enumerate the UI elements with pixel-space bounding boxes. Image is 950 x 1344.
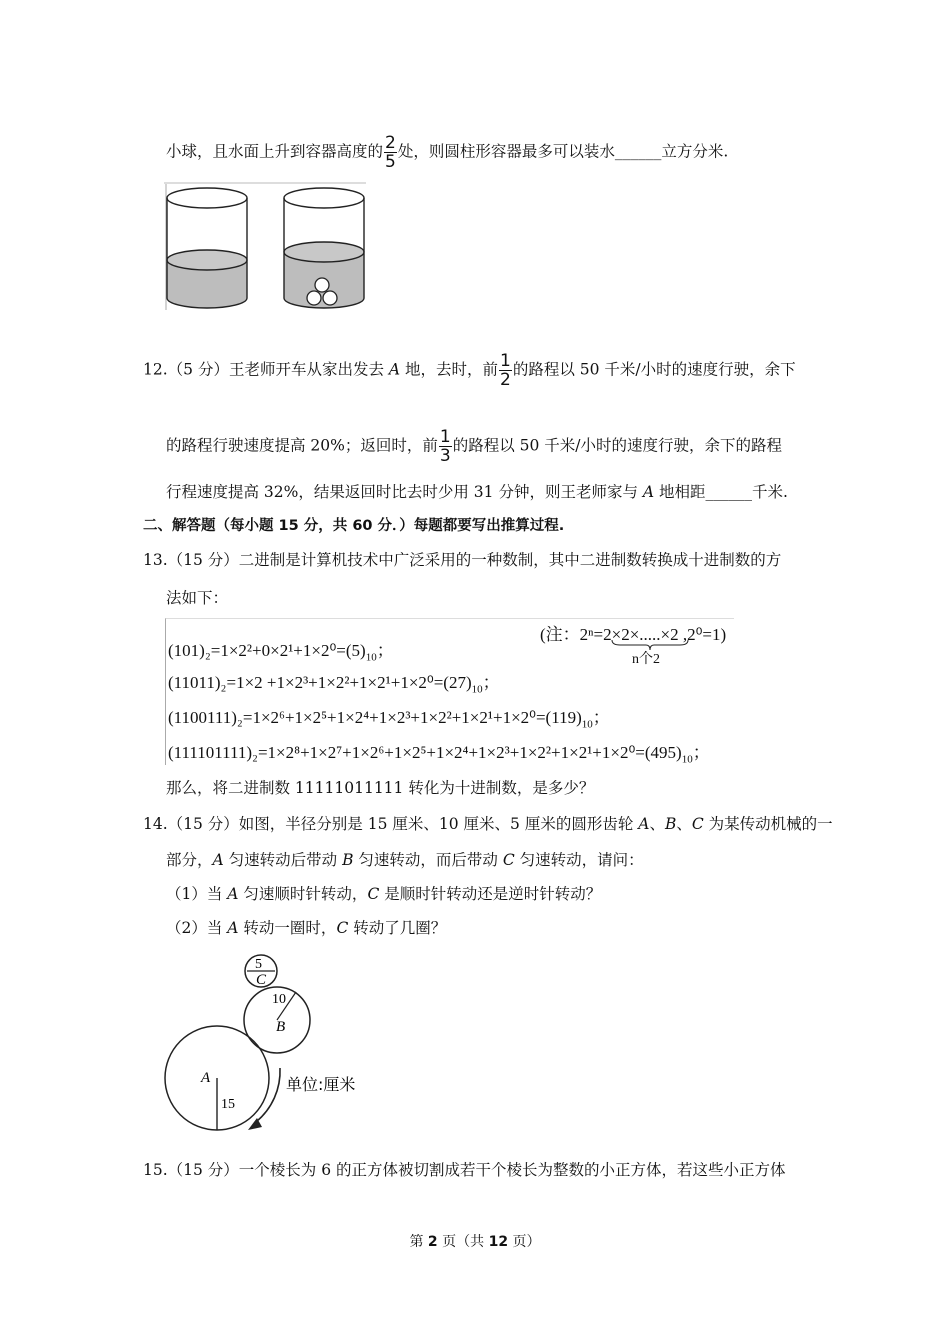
gear-c-label: C (256, 972, 267, 988)
note-brace-label: n个2 (632, 652, 660, 667)
gear-a (165, 1026, 269, 1130)
binary-eq-4: $(111101111)_2=1\times 2^8+1\times 2^7+1\times 2^6+1\times 2^5+1\times 2^4+1\times 2^3+1\times 2^2+1\times 2^1+1\times 2^0=(495)_{10}$； (168, 743, 710, 766)
q15-line-1: 15.（15 分）一个棱长为 6 的正方体被切割成若干个棱长为整数的小正方体，若这些小正方体 (143, 1161, 786, 1179)
rotation-arrowhead (248, 1118, 262, 1130)
q12-line-2: 的路程行驶速度提高 20%；返回时，前 $\frac{1}{3}$ 的路程以 50 千米/小时的速度行驶，余下的路程 (166, 427, 783, 466)
q14-line-1: 14.（15 分）如图，半径分别是 15 厘米、10 厘米、5 厘米的圆形齿轮 A、B、C 为某传动机械的一 (143, 815, 833, 833)
page-footer: 第 2 页（共 12 页） (409, 1234, 541, 1250)
q13-line-1: 13.（15 分）二进制是计算机技术中广泛采用的一种数制，其中二进制数转换成十进制数的方 (143, 551, 782, 569)
q12-line-3: 行程速度提高 32%，结果返回时比去时少用 31 分钟，则王老师家与 A 地相距______千米. (166, 483, 788, 501)
binary-eq-3: $(1100111)_2=1\times 2^6+1\times 2^5+1\times 2^4+1\times 2^3+1\times 2^2+1\times 2^1+1\times 2^0=(119)_{10}$； (168, 708, 610, 731)
ball-left (307, 291, 321, 305)
cylinder-left (167, 188, 247, 308)
gear-b (244, 987, 310, 1053)
q14-sub-1: （1）当 A 匀速顺时针转动，C 是顺时针转动还是逆时针转动？ (166, 885, 602, 903)
gear-c (245, 955, 277, 988)
cylinder-right (284, 188, 364, 308)
fraction-one-third: $\frac{1}{3}$ (439, 427, 451, 466)
radius-b-label: 10 (272, 992, 286, 1007)
binary-note: (注：2ⁿ=2×2×.....×2 ,2⁰=1) (540, 625, 727, 644)
q14-sub-2: （2）当 A 转动一圈时，C 转动了几圈？ (166, 919, 447, 937)
ball-right (323, 291, 337, 305)
section-heading: 二、解答题（每小题 15 分，共 60 分．）每题都要写出推算过程. (143, 518, 565, 534)
fraction-one-half: $\frac{1}{2}$ (500, 351, 511, 390)
q11-tail-line: 小球，且水面上升到容器高度的 $\frac{2}{5}$ 处，则圆柱形容器最多可以装水______立方分米. (166, 133, 729, 172)
rotation-arrow (256, 1068, 280, 1122)
ball-top (315, 278, 329, 292)
unit-label: 单位:厘米 (286, 1075, 356, 1094)
radius-a-label: 15 (221, 1097, 235, 1112)
cylinder-figure (160, 180, 370, 315)
q14-line-2: 部分，A 匀速转动后带动 B 匀速转动，而后带动 C 匀速转动，请问： (166, 851, 644, 869)
gear-b-label: B (276, 1019, 286, 1035)
q13-question: 那么，将二进制数 11111011111 转化为十进制数，是多少？ (166, 779, 595, 797)
q13-line-2: 法如下： (166, 589, 229, 607)
gear-figure (160, 950, 400, 1140)
binary-eq-1: $(101)_2=1\times 2^2+0\times 2^1+1\times 2^0=(5)_{10}$； (168, 641, 394, 664)
fraction-two-fifths: $\frac{2}{5}$ (385, 133, 396, 172)
q12-line-1: 12.（5 分）王老师开车从家出发去 A 地，去时，前 $\frac{1}{2}$ 的路程以 50 千米/小时的速度行驶，余下 (143, 351, 796, 390)
gear-a-label: A (201, 1070, 211, 1086)
radius-c-label: 5 (255, 957, 262, 972)
binary-eq-2: $(11011)_2=1\times 2 +1\times 2^3+1\times 2^2+1\times 2^1+1\times 2^0=(27)_{10}$； (168, 673, 500, 696)
